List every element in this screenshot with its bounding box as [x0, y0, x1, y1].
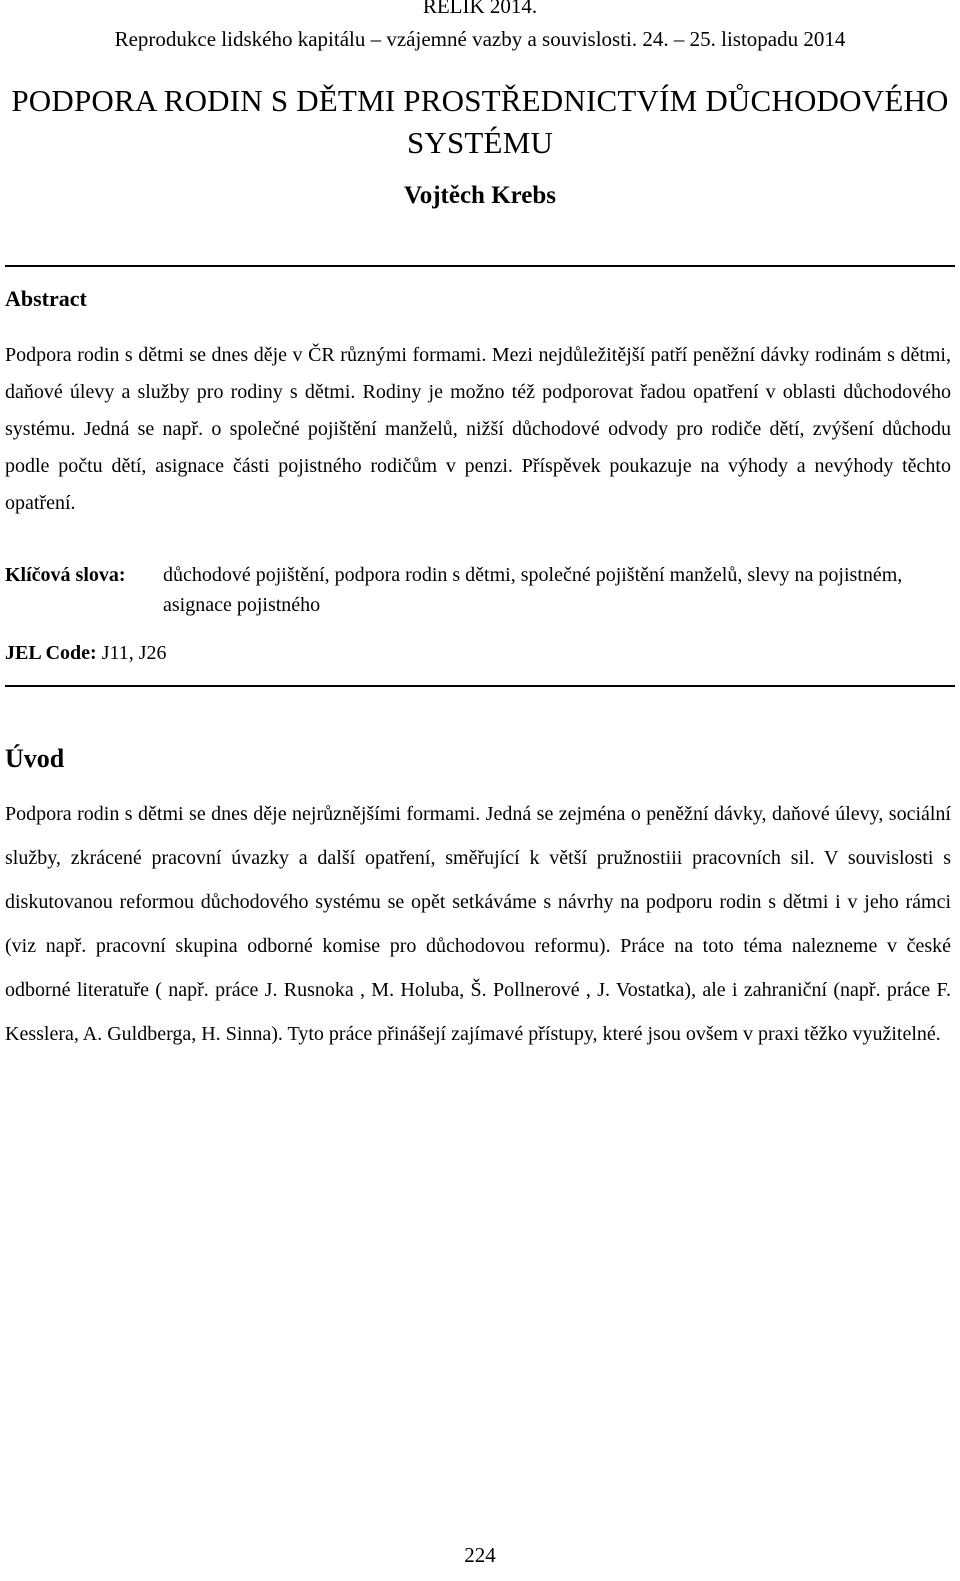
abstract-text	[5, 300, 951, 522]
paper-title: PODPORA RODIN S DĚTMI PROSTŘEDNICTVÍM DŮCHODOVÉHO SYSTÉMU	[11, 83, 949, 160]
jel-code-block	[5, 638, 167, 668]
keywords-label: Klíčová slova:	[5, 564, 126, 586]
abstract-heading: Abstract	[5, 286, 87, 311]
intro-text: Podpora rodin s dětmi se dnes děje nejrůznějšími formami. Jedná se zejména o peněžní dávky, daňové úlevy, sociální služby, zkrácené pracovní úvazky a další opatření, směřující k větší pružnostiii pracovních sil. V souvislosti s diskutovanou reformou důchodového systému se opět setkáváme s návrhy na podporu rodin s dětmi i v jeho rámci (viz např. pracovní skupina odborné komise pro důchodovou reformu). Práce na toto téma nalezneme v české odborné literatuře ( např. práce J. Rusnoka , M. Holuba, Š. Pollnerové , J. Vostatka), ale i zahraniční (např. práce F. Kesslera, A. Guldberga, H. Sinna). Tyto práce přinášejí zajímavé přístupy, které jsou ovšem v praxi těžko využitelné.	[5, 803, 951, 1045]
top-divider	[5, 265, 955, 267]
keywords-value: důchodové pojištění, podpora rodin s dětmi, společné pojištění manželů, slevy na pojistném, asignace pojistného	[163, 564, 903, 616]
conference-subtitle: Reprodukce lidského kapitálu – vzájemné vazby a souvislosti. 24. – 25. listopadu 2014	[114, 27, 846, 51]
bottom-divider	[5, 685, 955, 687]
conference-name: RELIK 2014.	[422, 0, 538, 18]
page-number: 224	[464, 1543, 496, 1567]
intro-heading: Úvod	[5, 744, 65, 773]
author-name: Vojtěch Krebs	[403, 182, 557, 209]
jel-code-value: J11, J26	[101, 642, 167, 664]
abstract-body: Podpora rodin s dětmi se dnes děje v ČR různými formami. Mezi nejdůležitější patří peněžní dávky rodinám s dětmi, daňové úlevy a služby pro rodiny s dětmi. Rodiny je možno též podporovat řadou opatření v oblasti důchodového systému. Jedná se např. o společné pojištění manželů, nižší důchodové odvody pro rodiče dětí, zvýšení důchodu podle počtu dětí, asignace části pojistného rodičům v penzi. Příspěvek poukazuje na výhody a nevýhody těchto opatření.	[5, 344, 951, 514]
jel-code-label: JEL Code:	[5, 642, 97, 664]
keywords-block	[5, 560, 951, 620]
